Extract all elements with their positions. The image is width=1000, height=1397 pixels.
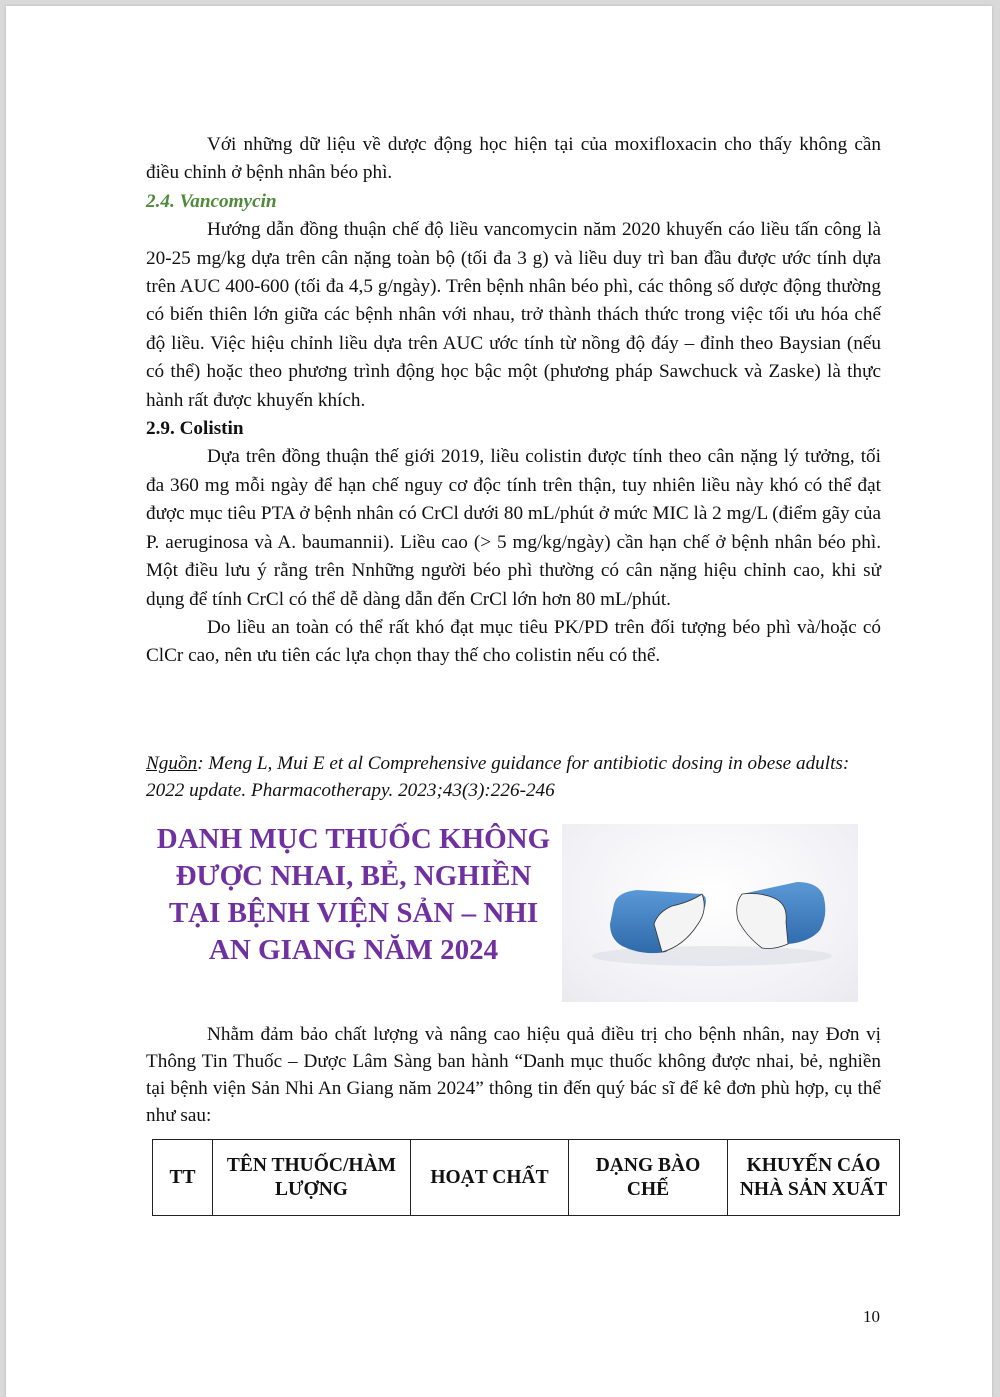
colistin-paragraph-2: Do liều an toàn có thể rất khó đạt mục tiêu PK/PD trên đối tượng béo phì và/hoặc có ClCr cao, nên ưu tiên các lựa chọn thay thế cho colistin nếu có thể.	[146, 616, 881, 667]
intro-text: Nhằm đảm bảo chất lượng và nâng cao hiệu quả điều trị cho bệnh nhân, nay Đơn vị Thông Tin Thuốc – Dược Lâm Sàng ban hành “Danh mục thuốc không được nhai, bẻ, nghiền tại bệnh viện Sản Nhi An Giang năm 2024” thông tin đến quý bác sĩ để kê đơn phù hợp, cụ thể như sau:	[146, 1024, 881, 1126]
document-title: DANH MỤC THUỐC KHÔNG ĐƯỢC NHAI, BẺ, NGHIỀN TẠI BỆNH VIỆN SẢN – NHI AN GIANG NĂM 2024	[156, 823, 551, 966]
tablet-illustration	[562, 824, 858, 1002]
moxifloxacin-conclusion: Với những dữ liệu về dược động học hiện tại của moxifloxacin cho thấy không cần điều chỉnh ở bệnh nhân béo phì.	[146, 134, 881, 184]
broken-tablet-image	[562, 824, 858, 1002]
source-label: Nguồn	[146, 753, 198, 774]
body-text-top	[146, 131, 881, 671]
intro-paragraph	[146, 1021, 881, 1129]
right-tablet-half	[737, 882, 826, 949]
page-number: 10	[863, 1307, 880, 1326]
header-tt: TT	[153, 1140, 213, 1216]
section-heading-vancomycin: 2.4. Vancomycin	[146, 190, 277, 212]
drug-table	[152, 1139, 900, 1216]
colistin-paragraph-1: Dựa trên đồng thuận thế giới 2019, liều colistin được tính theo cân nặng lý tưởng, tối đa 360 mg mỗi ngày để hạn chế nguy cơ độc tính trên thận, tuy nhiên liều này khó có thể đạt được mục tiêu PTA ở bệnh nhân có CrCl dưới 80 mL/phút ở mức MIC là 2 mg/L (điểm gãy của P. aeruginosa và A. baumannii). Liều cao (> 5 mg/kg/ngày) cần hạn chế ở bệnh nhân béo phì. Một điều lưu ý rằng trên Nnhững người béo phì thường có cân nặng hiệu chỉnh cao, khi sử dụng để tính CrCl có thể dễ dàng dẫn đến CrCl lớn hơn 80 mL/phút.	[146, 446, 881, 610]
document-page	[6, 6, 992, 1397]
header-drug-name: TÊN THUỐC/HÀM LƯỢNG	[213, 1140, 411, 1216]
vancomycin-paragraph: Hướng dẫn đồng thuận chế độ liều vancomycin năm 2020 khuyến cáo liều tấn công là 20-25 mg/kg dựa trên cân nặng toàn bộ (tối đa 3 g) và liều duy trì ban đầu được ước tính dựa trên AUC 400-600 (tối đa 4,5 g/ngày). Trên bệnh nhân béo phì, các thông số dược động thường có biến thiên lớn giữa các bệnh nhân với nhau, trở thành thách thức trong việc tối ưu hóa chế độ liều. Việc hiệu chỉnh liều dựa trên AUC ước tính từ nồng độ đáy – đỉnh theo Baysian (nếu có thể) hoặc theo phương trình động học bậc một (phương pháp Sawchuck và Zaske) là thực hành rất được khuyến khích.	[146, 219, 881, 411]
header-active-ingredient: HOẠT CHẤT	[411, 1140, 569, 1216]
section-heading-colistin: 2.9. Colistin	[146, 418, 244, 440]
left-tablet-half	[610, 890, 706, 953]
header-dosage-form: DẠNG BÀO CHẾ	[569, 1140, 728, 1216]
table-header-row	[153, 1140, 900, 1216]
source-text: : Meng L, Mui E et al Comprehensive guidance for antibiotic dosing in obese adults: 2022 update. Pharmacotherapy. 2023;43(3):226-246	[146, 753, 850, 801]
header-manufacturer-recommendation: KHUYẾN CÁO NHÀ SẢN XUẤT	[728, 1140, 900, 1216]
source-citation	[146, 750, 886, 804]
